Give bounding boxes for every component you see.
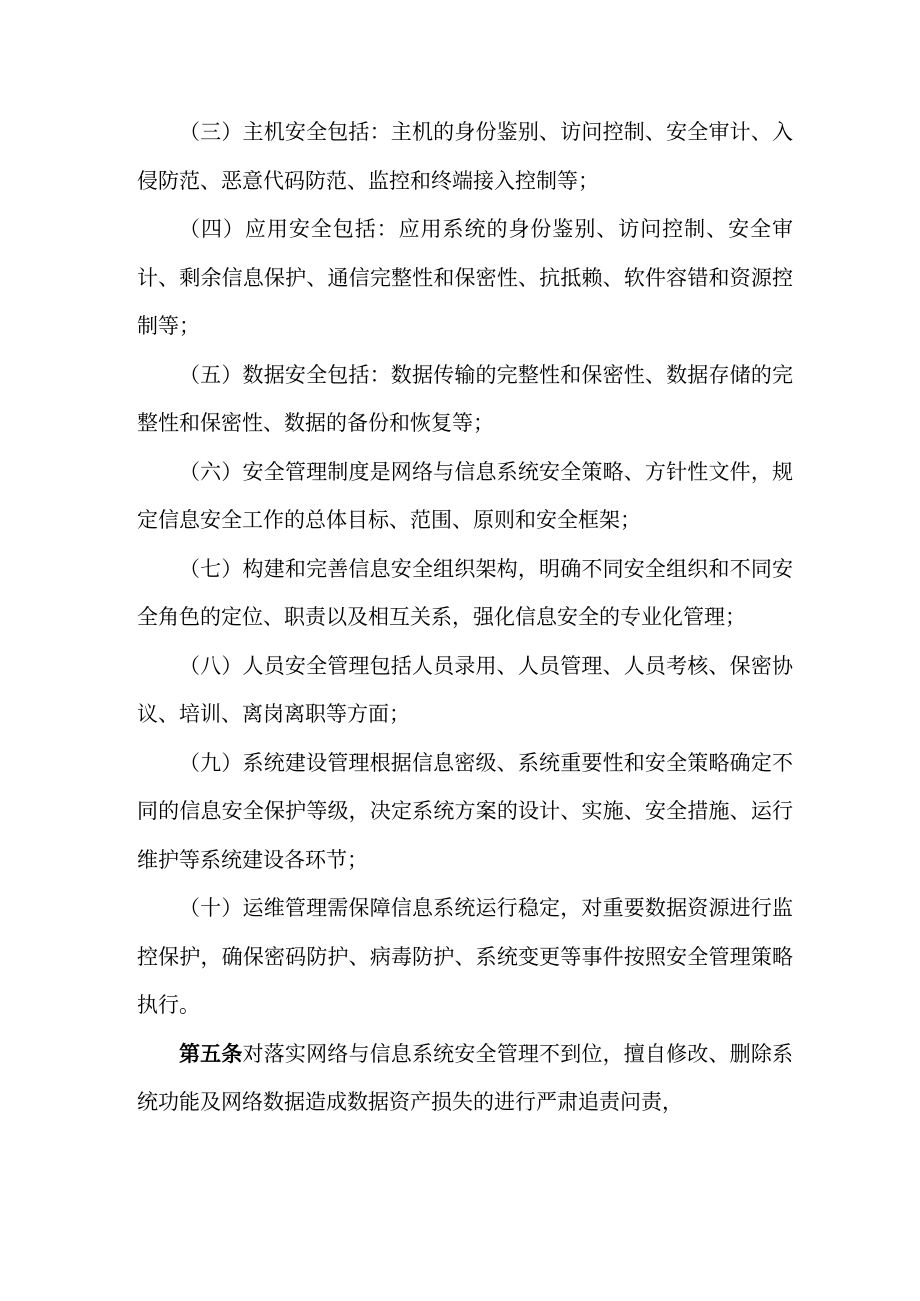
paragraph-operations-management: （十）运维管理需保障信息系统运行稳定，对重要数据资源进行监控保护，确保密码防护、病毒防护、系统变更等事件按照安全管理策略执行。 — [137, 896, 793, 1017]
paragraph-security-policy: （六）安全管理制度是网络与信息系统安全策略、方针性文件，规定信息安全工作的总体目标、范围、原则和安全框架； — [137, 459, 793, 532]
paragraph-system-construction: （九）系统建设管理根据信息密级、系统重要性和安全策略确定不同的信息安全保护等级，决定系统方案的设计、实施、安全措施、运行维护等系统建设各环节； — [137, 750, 793, 872]
article-five-label: 第五条 — [179, 1041, 243, 1066]
paragraph-host-security: （三）主机安全包括：主机的身份鉴别、访问控制、安全审计、入侵防范、恶意代码防范、监控和终端接入控制等； — [137, 120, 793, 193]
paragraph-application-security: （四）应用安全包括：应用系统的身份鉴别、访问控制、安全审计、剩余信息保护、通信完整性和保密性、抗抵赖、软件容错和资源控制等； — [137, 217, 793, 338]
paragraph-personnel-security: （八）人员安全管理包括人员录用、人员管理、人员考核、保密协议、培训、离岗离职等方面； — [137, 653, 793, 726]
article-five-text: 对落实网络与信息系统安全管理不到位，擅自修改、删除系统功能及网络数据造成数据资产损失的进行严肃追责问责， — [137, 1041, 794, 1114]
document-body — [137, 108, 793, 1127]
paragraph-security-organization: （七）构建和完善信息安全组织架构，明确不同安全组织和不同安全角色的定位、职责以及相互关系，强化信息安全的专业化管理； — [137, 556, 793, 629]
article-five — [137, 1030, 793, 1127]
paragraph-data-security: （五）数据安全包括：数据传输的完整性和保密性、数据存储的完整性和保密性、数据的备份和恢复等； — [137, 362, 793, 435]
